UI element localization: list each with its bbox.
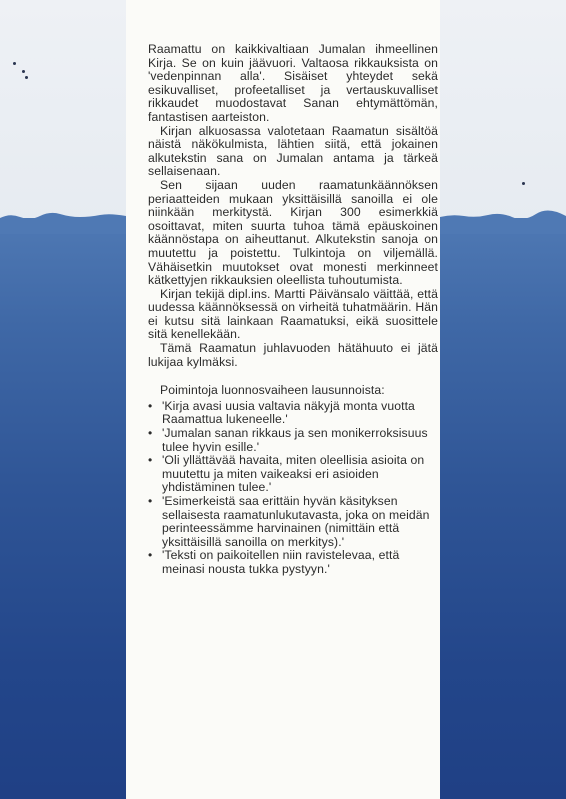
speck: [22, 70, 25, 73]
bullet-icon: •: [148, 398, 153, 413]
sea-area: [0, 218, 126, 799]
intro-paragraph: Raamattu on kaikkivaltiaan Jumalan ihmeellinen Kirja. Se on kuin jäävuori. Valtaosa rikkauksista on 'vedenpinnan alla'. Sisäiset yhteydet sekä esikuvalliset, profeetalliset ja vertauskuvalliset rikkaudet muodostavat Sanan ehtymättömän, fantastisen aarteiston.: [148, 42, 438, 124]
statement-item: [148, 400, 438, 427]
statement-item: [148, 495, 438, 549]
bullet-icon: •: [148, 548, 153, 563]
statement-text: 'Teksti on paikoitellen niin ravistelevaa, että meinasi nousta tukka pystyyn.': [162, 548, 400, 576]
back-cover-text: [148, 43, 438, 577]
intro-paragraph: Tämä Raamatun juhlavuoden hätähuuto ei jätä lukijaa kylmäksi.: [148, 341, 438, 369]
intro-paragraph: Sen sijaan uuden raamatunkäännöksen periaatteiden mukaan yksittäisillä sanoilla ei ole niinkään merkitystä. Kirjan 300 esimerkkiä osoittavat, miten suurta tuhoa tämä epäuskoinen käännöstapa on aiheuttanut. Alkutekstin sanoja on muutettu ja poistettu. Tulkintoja on viljemällä. Vähäisetkin muutokset ovat monesti merkinneet kätkettyjen rikkauksien oleellista tuhoutumista.: [148, 177, 438, 288]
statement-text: 'Jumalan sanan rikkaus ja sen monikerroksisuus tulee hyvin esille.': [162, 426, 428, 454]
intro-paragraph: Kirjan alkuosassa valotetaan Raamatun sisältöä näistä näkökulmista, lähtien siitä, että jokainen alkutekstin sana on Jumalan antama ja tärkeä sellaisenaan.: [148, 123, 438, 179]
statement-text: 'Kirja avasi uusia valtavia näkyjä monta vuotta Raamattua lukeneelle.': [162, 398, 415, 427]
statements-heading: Poimintoja luonnosvaiheen lausunnoista:: [160, 383, 385, 398]
statement-text: 'Oli yllättävää havaita, miten oleellisia asioita on muutettu ja miten vaikeaksi eri asioiden yhdistäminen tulee.': [162, 453, 425, 495]
speck: [13, 62, 16, 65]
wave-crest: [440, 204, 566, 234]
intro-paragraph: Kirjan tekijä dipl.ins. Martti Päivänsalo väittää, että uudessa käännöksessä on virheitä tuhatmäärin. Hän ei kutsu sitä lainkaan Raamatuksi, eikä suosittele sitä kenellekään.: [148, 286, 438, 342]
sky-area: [0, 0, 126, 230]
sea-area: [440, 218, 566, 799]
right-ocean-panel: [440, 0, 566, 799]
bullet-icon: •: [148, 453, 153, 468]
speck: [522, 182, 525, 185]
speck: [25, 76, 28, 79]
statement-item: [148, 427, 438, 454]
statement-item: [148, 549, 438, 576]
wave-crest: [0, 204, 126, 234]
left-ocean-panel: [0, 0, 126, 799]
statement-item: [148, 454, 438, 495]
sky-area: [440, 0, 566, 230]
statements-list: [148, 400, 438, 577]
bullet-icon: •: [148, 494, 153, 508]
statement-text: 'Esimerkeistä saa erittäin hyvän käsityksen sellaisesta raamatunlukutavasta, joka on meidän perinteessämme harvinainen (nimittäin että yksittäisillä sanoilla on merkitys).': [162, 494, 430, 549]
bullet-icon: •: [148, 426, 153, 441]
